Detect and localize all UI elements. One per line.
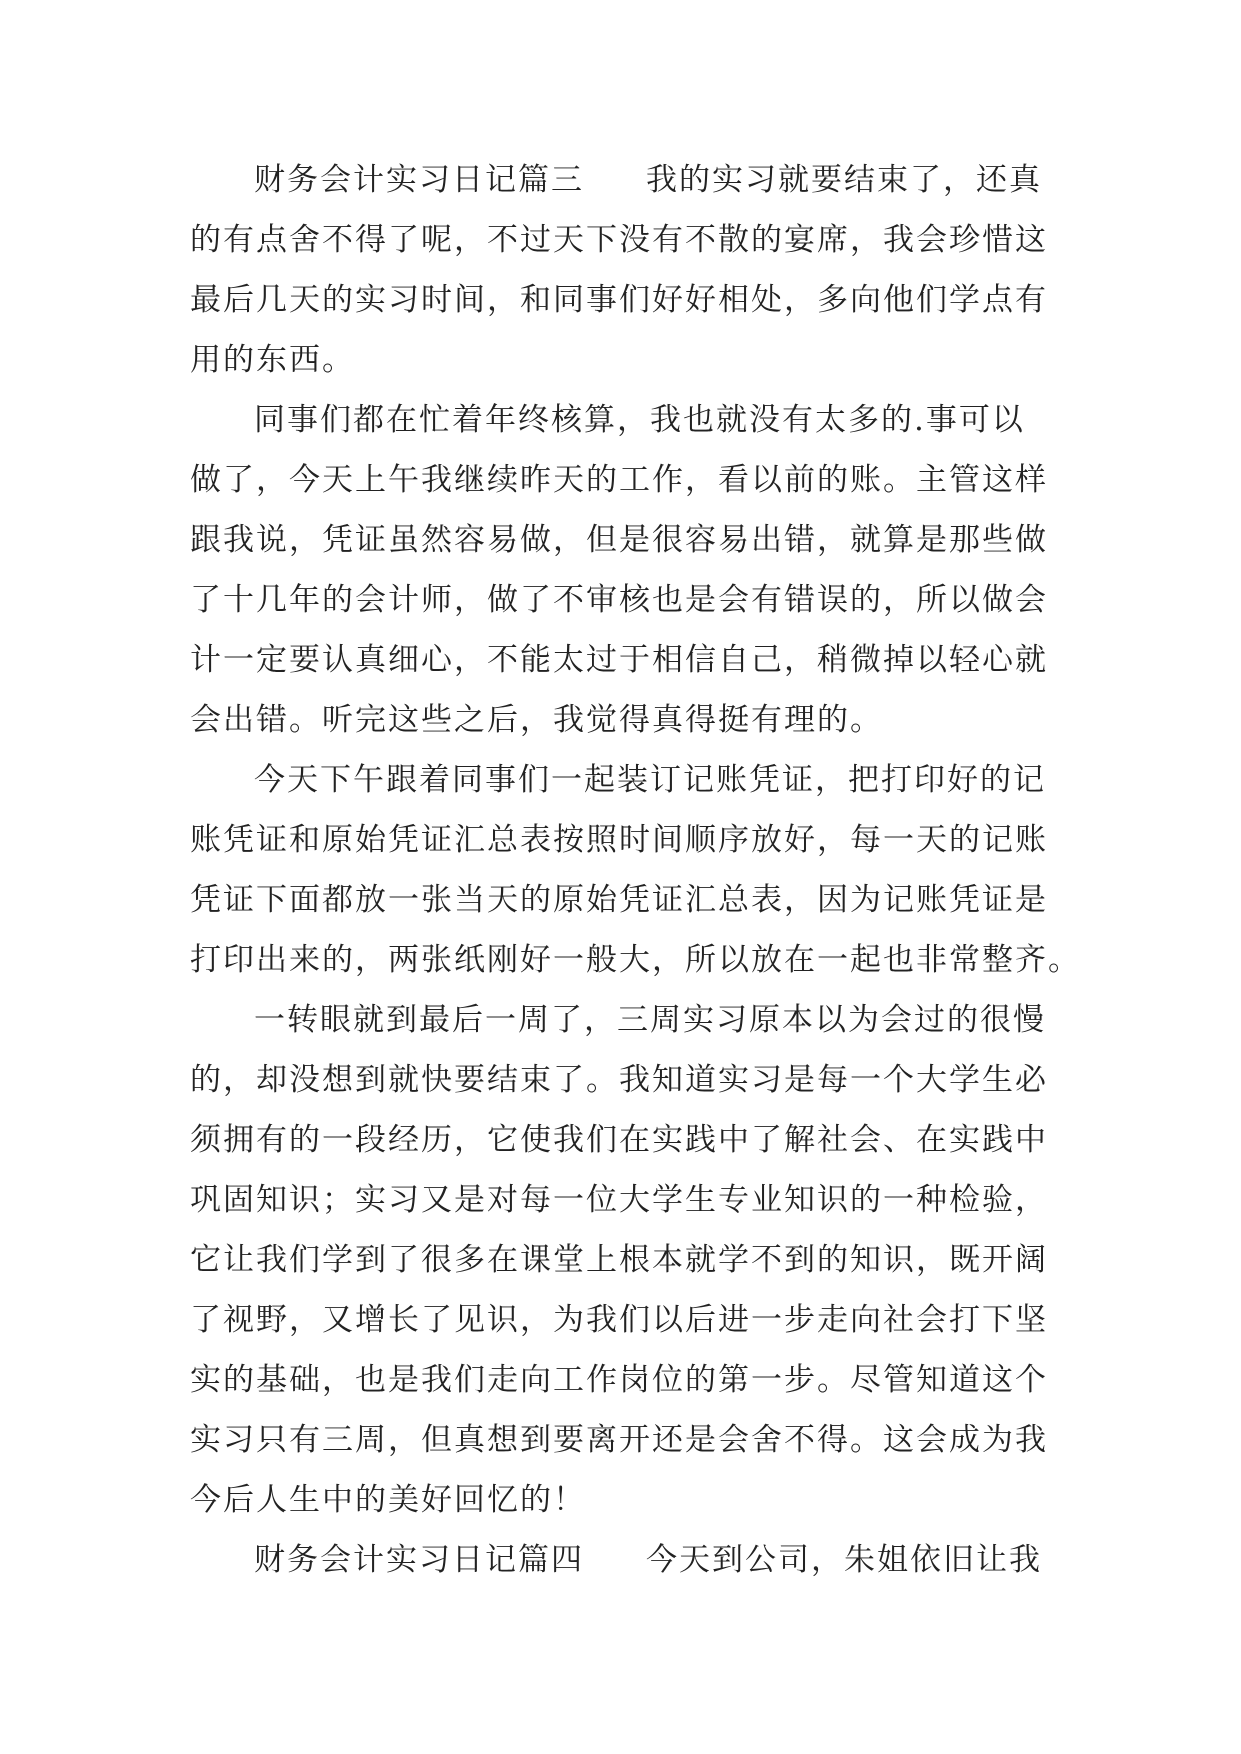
text-line-11: 今天下午跟着同事们一起装订记账凭证，把打印好的记 [254, 762, 1046, 798]
text-line-22: 实习只有三周，但真想到要离开还是会舍不得。这会成为我 [190, 1422, 1048, 1458]
text-line-13: 凭证下面都放一张当天的原始凭证汇总表，因为记账凭证是 [190, 882, 1048, 918]
text-line-17: 须拥有的一段经历，它使我们在实践中了解社会、在实践中 [190, 1122, 1048, 1158]
text-line-14: 打印出来的，两张纸刚好一般大，所以放在一起也非常整齐。 [190, 942, 1081, 978]
text-line-15: 一转眼就到最后一周了，三周实习原本以为会过的很慢 [254, 1002, 1046, 1038]
text-line-9: 计一定要认真细心，不能太过于相信自己，稍微掉以轻心就 [190, 642, 1048, 678]
section-heading-4: 财务会计实习日记篇四 [254, 1542, 584, 1578]
text-line-20: 了视野，又增长了见识，为我们以后进一步走向社会打下坚 [190, 1302, 1048, 1338]
text-line-18: 巩固知识；实习又是对每一位大学生专业知识的一种检验， [190, 1182, 1048, 1218]
text-line-3: 最后几天的实习时间，和同事们好好相处，多向他们学点有 [190, 282, 1048, 318]
text-line-5: 同事们都在忙着年终核算，我也就没有太多的.事可以 [254, 402, 1025, 438]
text-line-2: 的有点舍不得了呢，不过天下没有不散的宴席，我会珍惜这 [190, 222, 1048, 258]
text-line-19: 它让我们学到了很多在课堂上根本就学不到的知识，既开阔 [190, 1242, 1048, 1278]
text-line-6: 做了，今天上午我继续昨天的工作，看以前的账。主管这样 [190, 462, 1048, 498]
document-body [190, 150, 1081, 1590]
text-line-8: 了十几年的会计师，做了不审核也是会有错误的，所以做会 [190, 582, 1048, 618]
text-line-16: 的，却没想到就快要结束了。我知道实习是每一个大学生必 [190, 1062, 1048, 1098]
text-line-21: 实的基础，也是我们走向工作岗位的第一步。尽管知道这个 [190, 1362, 1048, 1398]
text-line-10: 会出错。听完这些之后，我觉得真得挺有理的。 [190, 702, 883, 738]
text-line-4: 用的东西。 [190, 342, 355, 378]
text-line-1: 财务会计实习日记篇三 我的实习就要结束了，还真 [254, 162, 1042, 198]
text-line-24: 财务会计实习日记篇四 今天到公司，朱姐依旧让我 [254, 1542, 1042, 1578]
text-line-12: 账凭证和原始凭证汇总表按照时间顺序放好，每一天的记账 [190, 822, 1048, 858]
text-line-23: 今后人生中的美好回忆的！ [190, 1482, 586, 1518]
text-line-7: 跟我说，凭证虽然容易做，但是很容易出错，就算是那些做 [190, 522, 1048, 558]
section-heading-3: 财务会计实习日记篇三 [254, 162, 584, 198]
